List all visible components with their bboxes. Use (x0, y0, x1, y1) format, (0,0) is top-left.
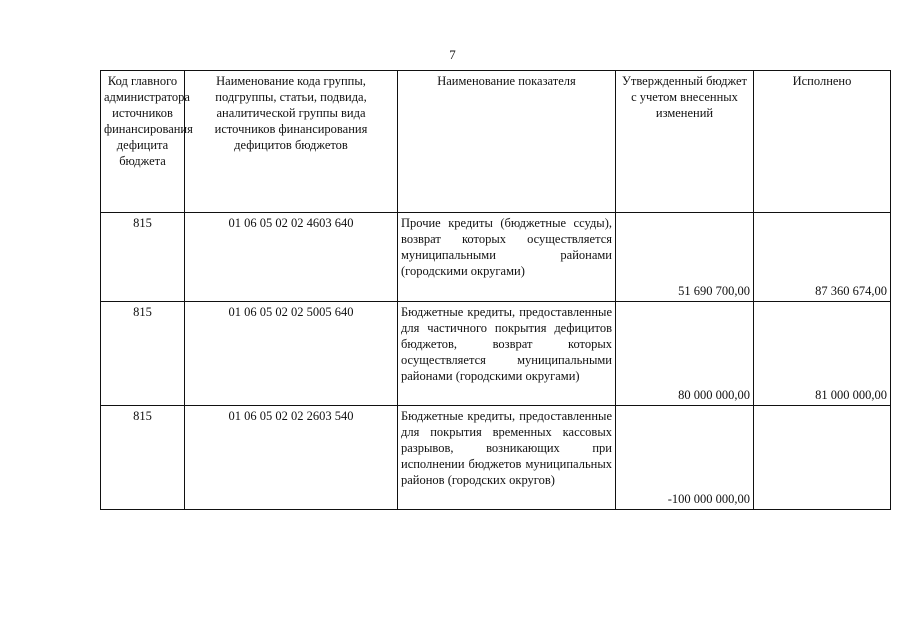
cell-approved: 51 690 700,00 (616, 213, 754, 302)
budget-sources-table (100, 70, 891, 510)
page-number: 7 (449, 47, 456, 62)
cell-classifier: 01 06 05 02 02 2603 540 (185, 406, 398, 510)
cell-admin-code: 815 (101, 302, 185, 406)
cell-indicator: Бюджетные кредиты, предоставленные для покрытия временных кассовых разрывов, возникающих при исполнении бюджетов муниципальных районов (городских округов) (398, 406, 616, 510)
cell-admin-code: 815 (101, 406, 185, 510)
table-row (101, 302, 891, 406)
cell-approved: 80 000 000,00 (616, 302, 754, 406)
cell-executed (754, 406, 891, 510)
cell-executed: 81 000 000,00 (754, 302, 891, 406)
cell-classifier: 01 06 05 02 02 5005 640 (185, 302, 398, 406)
header-executed: Исполнено (754, 71, 891, 213)
cell-indicator: Бюджетные кредиты, предоставленные для частичного покрытия дефицитов бюджетов, возврат которых осуществляется муниципальными районами (городскими округами) (398, 302, 616, 406)
cell-classifier: 01 06 05 02 02 4603 640 (185, 213, 398, 302)
header-indicator: Наименование показателя (398, 71, 616, 213)
header-classifier: Наименование кода группы, подгруппы, статьи, подвида, аналитической группы вида источников финансирования дефицитов бюджетов (185, 71, 398, 213)
header-admin-code: Код главного администратора источников финансирования дефицита бюджета (101, 71, 185, 213)
table-row (101, 406, 891, 510)
cell-executed: 87 360 674,00 (754, 213, 891, 302)
cell-indicator: Прочие кредиты (бюджетные ссуды), возврат которых осуществляется муниципальными районами (городскими округами) (398, 213, 616, 302)
cell-admin-code: 815 (101, 213, 185, 302)
table-row (101, 213, 891, 302)
cell-approved: -100 000 000,00 (616, 406, 754, 510)
table-header-row (101, 71, 891, 213)
header-approved-budget: Утвержденный бюджет с учетом внесенных изменений (616, 71, 754, 213)
